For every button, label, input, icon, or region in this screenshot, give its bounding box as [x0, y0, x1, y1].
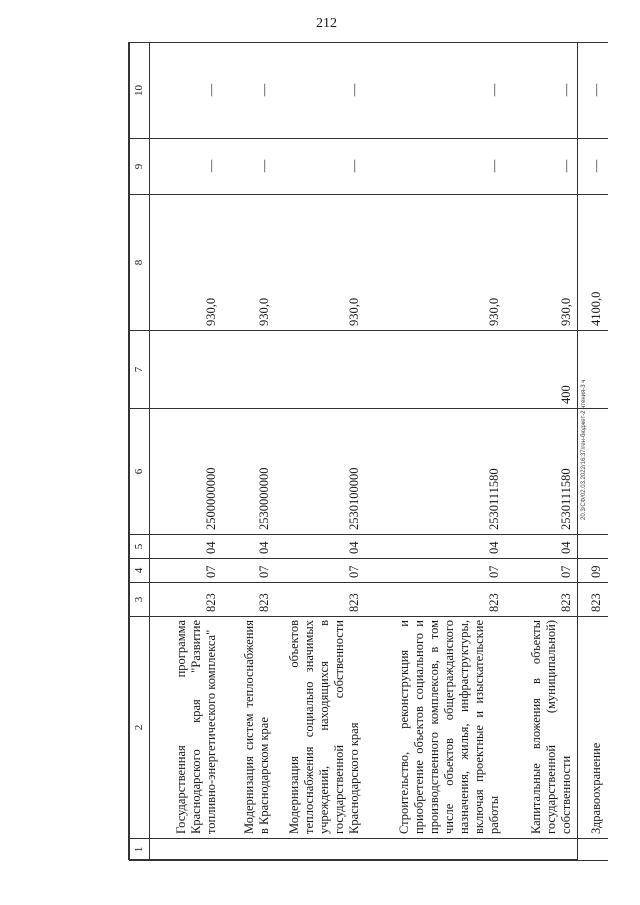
- column-10-cell: —: [578, 43, 608, 139]
- item-name-cell: Модернизация объектов теплоснабжения социально значимых учреждений, находящихся в государственной собственности Краснодарского края: [276, 617, 366, 839]
- row-number-cell: [150, 839, 223, 861]
- expense-type-cell: [223, 331, 276, 409]
- column-header: 3: [130, 583, 150, 617]
- item-name-cell: Здравоохранение: [578, 617, 608, 839]
- table-row: [150, 43, 223, 861]
- column-header: 8: [130, 195, 150, 331]
- column-10-cell: —: [506, 43, 578, 139]
- column-header: 9: [130, 139, 150, 195]
- row-number-cell: [578, 839, 608, 861]
- row-number-cell: [276, 839, 366, 861]
- table-row: [276, 43, 366, 861]
- expense-type-cell: [366, 331, 506, 409]
- column-header: 1: [130, 839, 150, 861]
- target-article-cell: 2500000000: [150, 409, 223, 535]
- subsection-cell: 04: [506, 535, 578, 559]
- column-header: 7: [130, 331, 150, 409]
- grbs-cell: 823: [223, 583, 276, 617]
- column-10-cell: —: [276, 43, 366, 139]
- expense-type-cell: [578, 331, 608, 409]
- column-9-cell: —: [506, 139, 578, 195]
- row-number-cell: [366, 839, 506, 861]
- subsection-cell: [578, 535, 608, 559]
- section-cell: 07: [276, 559, 366, 583]
- column-header: 2: [130, 617, 150, 839]
- subsection-cell: 04: [366, 535, 506, 559]
- expense-type-cell: [150, 331, 223, 409]
- column-header: 10: [130, 43, 150, 139]
- table-header-row: [130, 43, 150, 861]
- target-article-cell: 2530111580: [366, 409, 506, 535]
- expense-type-cell: 400: [506, 331, 578, 409]
- amount-cell: 4100,0: [578, 195, 608, 331]
- amount-cell: 930,0: [276, 195, 366, 331]
- item-name-cell: Капитальные вложения в объекты государственной (муниципальной) собственности: [506, 617, 578, 839]
- grbs-cell: 823: [276, 583, 366, 617]
- item-name-cell: Строительство, реконструкция и приобретение объектов социального и производственного комплексов, в том числе объектов общегражданского назначения, жилья, инфраструктуры, включая проектные и изыскательские работы: [366, 617, 506, 839]
- table-row: [506, 43, 578, 861]
- column-10-cell: —: [150, 43, 223, 139]
- page-number: 212: [316, 16, 337, 31]
- column-9-cell: —: [276, 139, 366, 195]
- document-footer-code: 20.3/СФ/02.03.2022/16:37/ген-бюджет-2 чтения-3 ч: [581, 379, 587, 520]
- table-row: [366, 43, 506, 861]
- column-9-cell: —: [578, 139, 608, 195]
- column-10-cell: —: [223, 43, 276, 139]
- section-cell: 07: [223, 559, 276, 583]
- subsection-cell: 04: [150, 535, 223, 559]
- grbs-cell: 823: [150, 583, 223, 617]
- item-name-cell: Модернизация систем теплоснабжения в Краснодарском крае: [223, 617, 276, 839]
- column-9-cell: —: [223, 139, 276, 195]
- column-header: 4: [130, 559, 150, 583]
- target-article-cell: 2530000000: [223, 409, 276, 535]
- row-number-cell: [223, 839, 276, 861]
- amount-cell: 930,0: [506, 195, 578, 331]
- amount-cell: 930,0: [366, 195, 506, 331]
- section-cell: 07: [366, 559, 506, 583]
- amount-cell: 930,0: [150, 195, 223, 331]
- grbs-cell: 823: [578, 583, 608, 617]
- table-row: [578, 43, 608, 861]
- subsection-cell: 04: [223, 535, 276, 559]
- column-9-cell: —: [366, 139, 506, 195]
- target-article-cell: [578, 409, 608, 535]
- section-cell: 07: [150, 559, 223, 583]
- target-article-cell: 2530111580: [506, 409, 578, 535]
- amount-cell: 930,0: [223, 195, 276, 331]
- section-cell: 09: [578, 559, 608, 583]
- subsection-cell: 04: [276, 535, 366, 559]
- budget-table: [129, 42, 608, 861]
- column-header: 5: [130, 535, 150, 559]
- section-cell: 07: [506, 559, 578, 583]
- grbs-cell: 823: [506, 583, 578, 617]
- item-name-cell: Государственная программа Краснодарского края "Развитие топливно-энергетического комплекса": [150, 617, 223, 839]
- grbs-cell: 823: [366, 583, 506, 617]
- table-row: [223, 43, 276, 861]
- column-9-cell: —: [150, 139, 223, 195]
- column-header: 6: [130, 409, 150, 535]
- column-10-cell: —: [366, 43, 506, 139]
- target-article-cell: 2530100000: [276, 409, 366, 535]
- expense-type-cell: [276, 331, 366, 409]
- row-number-cell: [506, 839, 578, 861]
